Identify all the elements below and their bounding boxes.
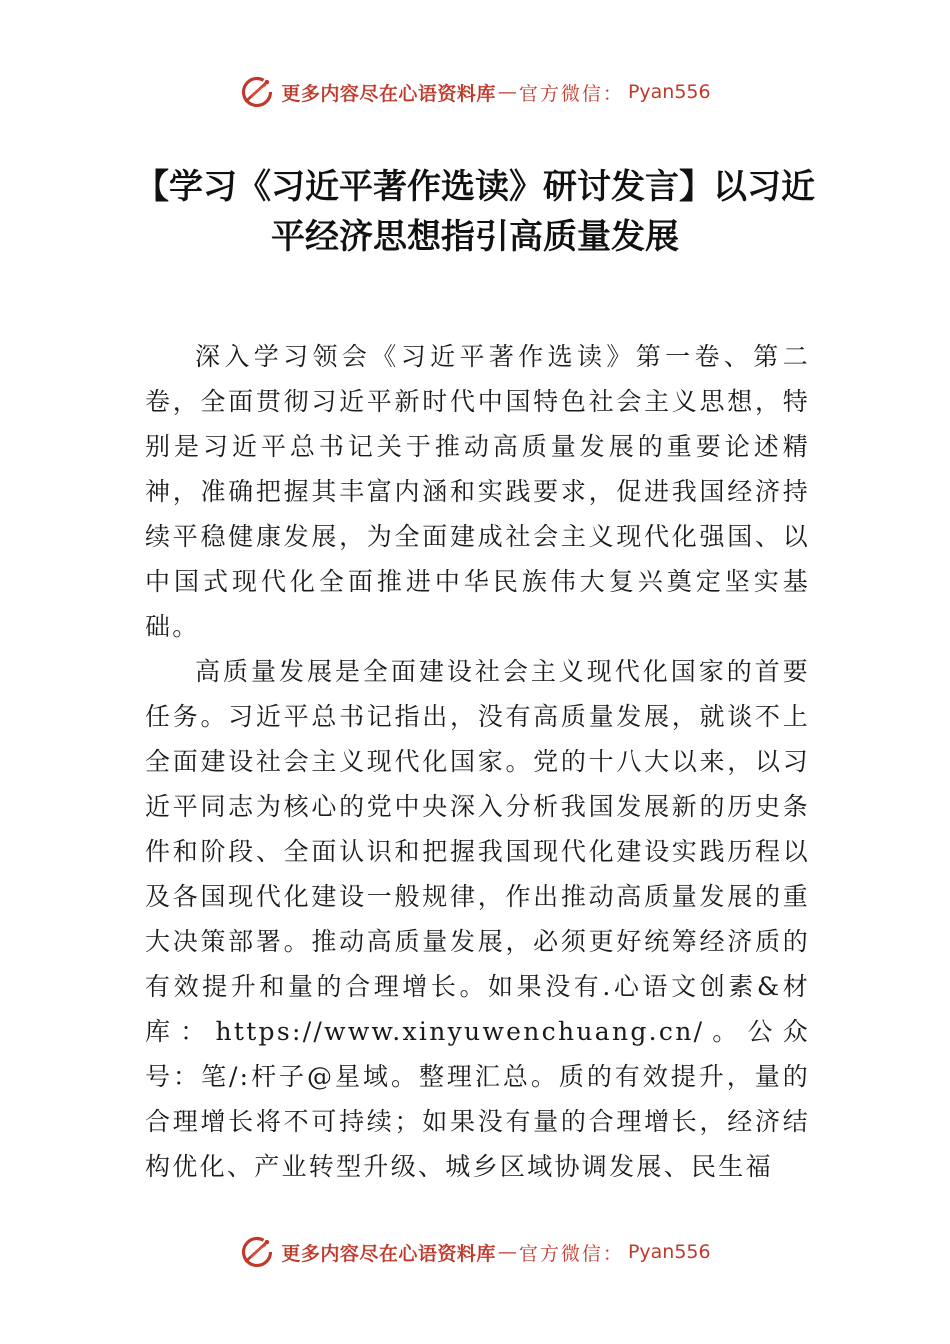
body-paragraph-2: 高质量发展是全面建设社会主义现代化国家的首要任务。习近平总书记指出，没有高质量发展，就谈不上全面建设社会主义现代化国家。党的十八大以来，以习近平同志为核心的党中央深入分析我国发展新的历史条件和阶段、全面认识和把握我国现代化建设实践历程以及各国现代化建设一般规律，作出推动高质量发展的重大决策部署。推动高质量发展，必须更好统筹经济质的有效提升和量的合理增长。如果没有.心语文创素&材库：https://www.xinyuwenchuang.cn/。公众号：笔/:杆子@星域。整理汇总。质的有效提升，量的合理增长将不可持续；如果没有量的合理增长，经济结构优化、产业转型升级、城乡区域协调发展、民生福	[145, 657, 810, 1181]
banner-brand-text: 更多内容尽在心语资料库	[281, 82, 496, 105]
banner-wechat-label: 官方微信：	[518, 1242, 624, 1265]
red-brush-circle-logo-icon	[239, 74, 275, 110]
red-brush-circle-logo-icon	[239, 1234, 275, 1270]
banner-wechat-label: 官方微信：	[518, 82, 624, 105]
banner-dash: —	[497, 81, 517, 103]
banner-wechat-id: Pyan556	[627, 81, 711, 103]
document-title: 【学习《习近平著作选读》研讨发言】以习近平经济思想指引高质量发展	[135, 167, 815, 257]
banner-brand-text: 更多内容尽在心语资料库	[281, 1242, 496, 1265]
body-paragraph-1: 深入学习领会《习近平著作选读》第一卷、第二卷，全面贯彻习近平新时代中国特色社会主义思想，特别是习近平总书记关于推动高质量发展的重要论述精神，准确把握其丰富内涵和实践要求，促进我国经济持续平稳健康发展，为全面建成社会主义现代化强国、以中国式现代化全面推进中华民族伟大复兴奠定坚实基础。	[145, 342, 810, 641]
document-body	[145, 334, 810, 1189]
header-banner	[0, 72, 950, 112]
footer-banner	[0, 1232, 950, 1272]
banner-dash: —	[497, 1241, 517, 1263]
banner-wechat-id: Pyan556	[627, 1241, 711, 1263]
